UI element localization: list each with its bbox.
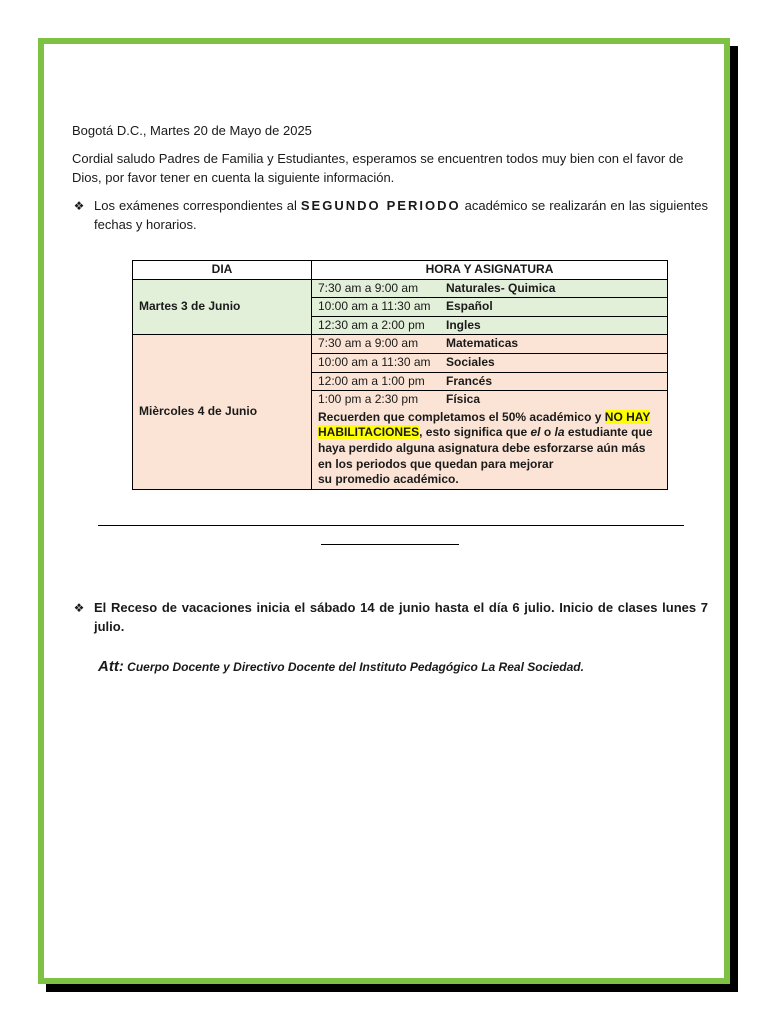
- schedule-cell: 10:00 am a 11:30 am Español: [312, 298, 668, 317]
- diamond-bullet-icon: ❖: [73, 199, 85, 214]
- date-line: Bogotá D.C., Martes 20 de Mayo de 2025: [72, 123, 312, 138]
- vacation-bullet: [72, 599, 708, 637]
- exam-schedule-table: [132, 260, 668, 490]
- schedule-cell: 1:00 pm a 2:30 pm Física: [312, 391, 668, 409]
- header-hora-asignatura: HORA Y ASIGNATURA: [312, 261, 668, 280]
- diamond-bullet-icon: ❖: [73, 601, 85, 615]
- signature-text: Cuerpo Docente y Directivo Docente del Instituto Pedagógico La Real Sociedad.: [123, 660, 584, 674]
- habilitaciones-note: Recuerden que completamos el 50% académico y NO HAY HABILITACIONES, esto significa que el o la estudiante que haya perdido alguna asignatura debe esforzarse aún más en los periodos que quedan para mejorar su promedio académico.: [312, 409, 668, 489]
- schedule-cell: 7:30 am a 9:00 am Matematicas: [312, 335, 668, 354]
- vacation-text: El Receso de vacaciones inicia el sábado 14 de junio hasta el día 6 julio. Inicio de clases lunes 7 julio.: [94, 600, 708, 634]
- schedule-cell: 7:30 am a 9:00 am Naturales- Quimica: [312, 279, 668, 298]
- period-emphasis: SEGUNDO PERIODO: [300, 198, 461, 214]
- short-rule: [321, 544, 459, 545]
- day-cell-miercoles: Mièrcoles 4 de Junio: [133, 335, 312, 489]
- table-row: [133, 335, 668, 354]
- letter-body: [72, 122, 708, 234]
- exam-bullet-text: Los exámenes correspondientes al SEGUNDO PERIODO académico se realizarán en las siguientes fechas y horarios.: [94, 198, 709, 232]
- document-page: [38, 38, 730, 984]
- exam-bullet: [72, 197, 708, 234]
- table-row: [133, 279, 668, 298]
- day-cell-martes: Martes 3 de Junio: [133, 279, 312, 335]
- schedule-cell: 12:30 am a 2:00 pm Ingles: [312, 316, 668, 335]
- signature-line: [98, 658, 698, 675]
- no-habilitaciones-highlight: NO HAY HABILITACIONES: [318, 409, 651, 440]
- schedule-cell: 10:00 am a 11:30 am Sociales: [312, 353, 668, 372]
- header-dia: DIA: [133, 261, 312, 280]
- horizontal-rule: [98, 525, 684, 526]
- schedule-cell: 12:00 am a 1:00 pm Francés: [312, 372, 668, 391]
- att-label: Att:: [98, 658, 124, 675]
- greeting-paragraph: Cordial saludo Padres de Familia y Estudiantes, esperamos se encuentren todos muy bien con el favor de Dios, por favor tener en cuenta la siguiente información.: [72, 151, 684, 185]
